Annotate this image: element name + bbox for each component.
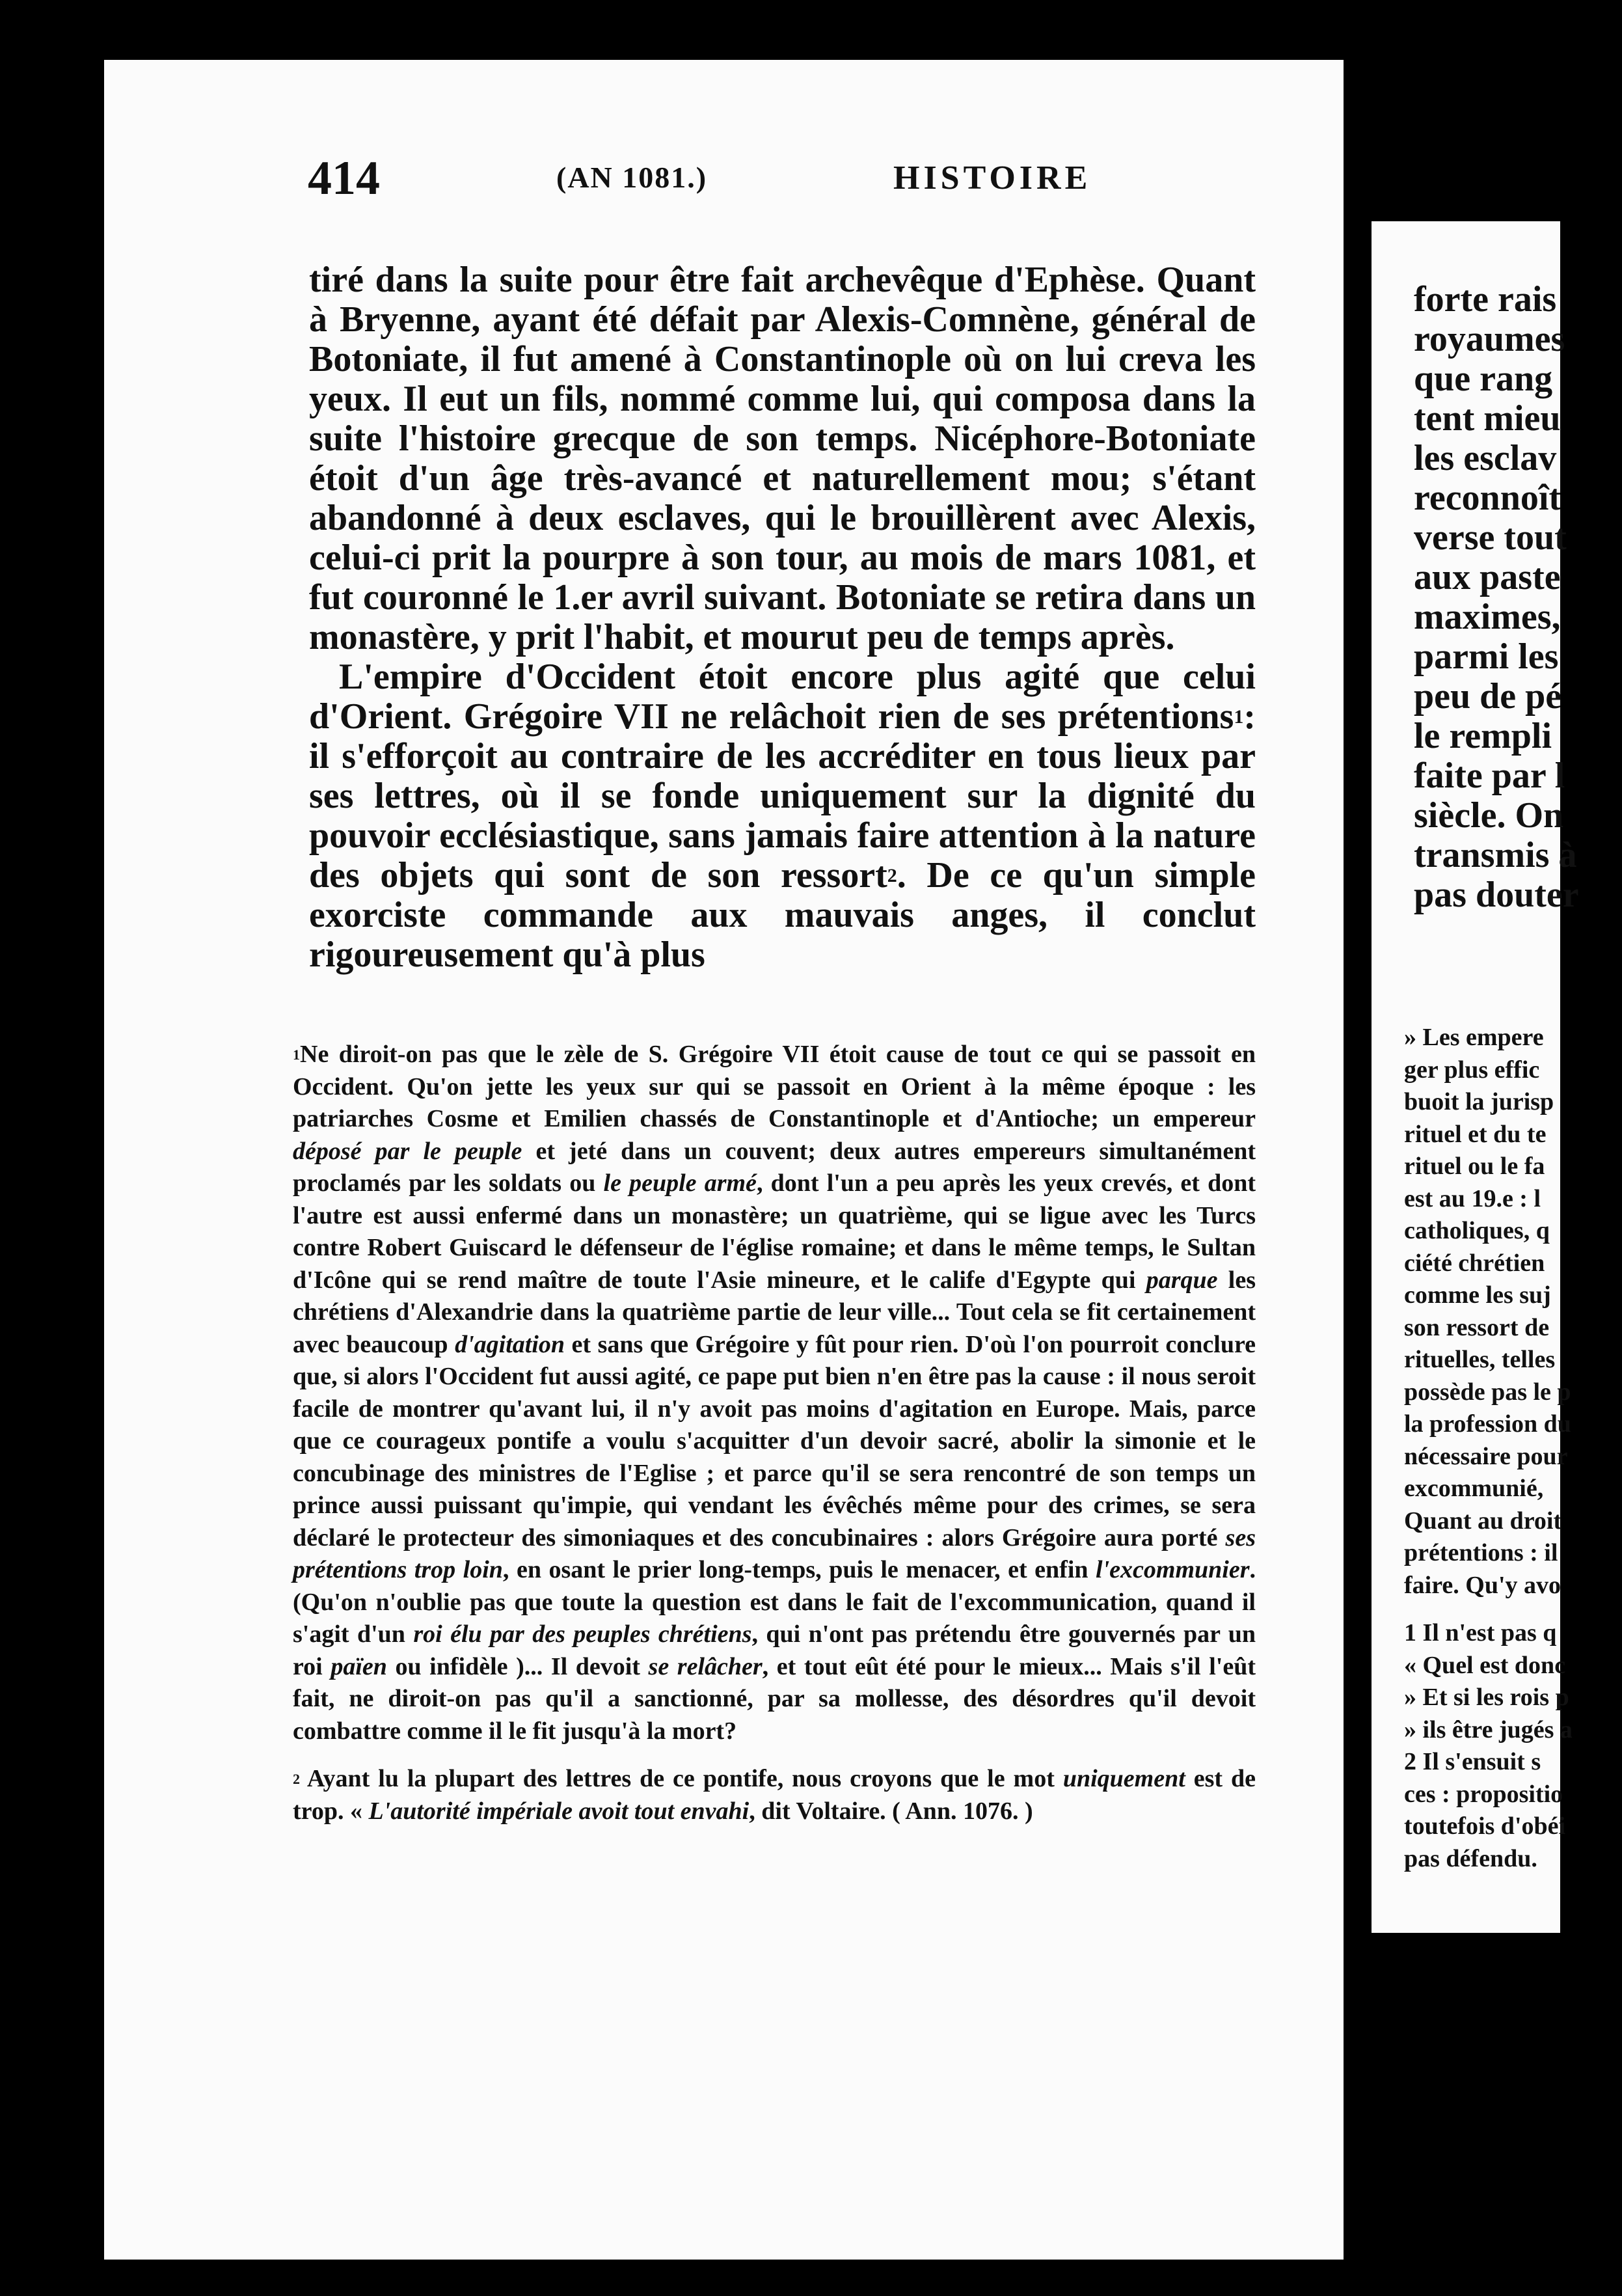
right-note2-line: « Quel est donc xyxy=(1404,1651,1566,1679)
right-body-line: siècle. On xyxy=(1414,795,1564,836)
right-body-line: tent mieu xyxy=(1414,398,1561,439)
right-body-line: verse tout xyxy=(1414,517,1567,558)
right-body-line: royaumes xyxy=(1414,319,1565,359)
right-body-line: parmi les xyxy=(1414,636,1559,677)
right-page-body xyxy=(1414,280,1622,915)
right-body-line: peu de pé xyxy=(1414,676,1562,717)
right-note-line: catholiques, q xyxy=(1404,1217,1550,1244)
footnote-1-mark: 1 xyxy=(293,1046,300,1063)
footnote-ref-2: 2 xyxy=(887,865,897,886)
page-header xyxy=(205,151,1252,210)
right-note-line: est au 19.e : l xyxy=(1404,1184,1541,1212)
right-note2-line: pas défendu. xyxy=(1404,1844,1537,1872)
right-note-line: buoit la jurisp xyxy=(1404,1088,1554,1115)
right-note-line: ciété chrétien xyxy=(1404,1249,1545,1277)
paragraph-2: L'empire d'Occident étoit encore plus agité que celui d'Orient. Grégoire VII ne relâchoit rien de ses prétentions$^1$: il s'efforçoit au contraire de les accréditer en tous lieux par ses lettres, où il se fonde uniquement sur la dignité du pouvoir ecclésiastique, sans jamais faire attention à la nature des objets qui sont de son ressort$^2$. De ce qu'un simple exorciste commande aux mauvais anges, il conclut rigoureusement qu'à plus xyxy=(309,657,1256,975)
right-note-line: rituelles, telles xyxy=(1404,1346,1556,1373)
right-note-line: » Les empere xyxy=(1404,1024,1544,1051)
header-year: (AN 1081.) xyxy=(556,161,708,194)
right-note-line: faire. Qu'y avo xyxy=(1404,1571,1561,1599)
right-note-line: ger plus effic xyxy=(1404,1056,1540,1084)
footnote-2-mark: 2 xyxy=(293,1771,300,1787)
main-text xyxy=(309,260,1256,975)
paragraph-1: tiré dans la suite pour être fait archevêque d'Ephèse. Quant à Bryenne, ayant été défait par Alexis-Comnène, général de Botoniate, il fut amené à Constantinople où on lui creva les yeux. Il eut un fils, nommé comme lui, qui composa dans la suite l'histoire grecque de son temps. Nicéphore-Botoniate étoit d'un âge très-avancé et naturellement mou; s'étant abandonné à deux esclaves, qui le brouillèrent avec Alexis, celui-ci prit la pourpre à son tour, au mois de mars 1081, et fut couronné le 1.er avril suivant. Botoniate se retira dans un monastère, y prit l'habit, et mourut peu de temps après. xyxy=(309,260,1256,657)
right-note-line: Quant au droit xyxy=(1404,1507,1562,1535)
right-note-line: nécessaire pour xyxy=(1404,1442,1568,1470)
right-body-line: aux paste xyxy=(1414,557,1561,597)
right-body-line: le rempli xyxy=(1414,716,1552,756)
right-note2-line: toutefois d'obéi xyxy=(1404,1812,1566,1840)
right-body-line: maximes, xyxy=(1414,597,1561,637)
right-note-line: excommunié, xyxy=(1404,1475,1544,1502)
right-body-line: transmis à xyxy=(1414,835,1577,875)
footnote-ref-1: 1 xyxy=(1234,706,1244,728)
right-note-line: comme les suj xyxy=(1404,1281,1551,1309)
right-note-line: rituel ou le fa xyxy=(1404,1153,1545,1180)
right-note2-line: » Et si les rois p xyxy=(1404,1684,1569,1711)
right-body-line: que rang xyxy=(1414,359,1553,399)
right-page-footnotes xyxy=(1404,1022,1612,1875)
right-note-line: son ressort de xyxy=(1404,1313,1550,1341)
right-page xyxy=(1372,221,1579,1933)
right-body-line: faite par l xyxy=(1414,756,1565,796)
page-number: 414 xyxy=(308,152,380,205)
right-body-line: forte rais xyxy=(1414,279,1557,320)
right-note-line: la profession du xyxy=(1404,1410,1571,1438)
footnotes xyxy=(293,1039,1256,1827)
right-note-line: rituel et du te xyxy=(1404,1120,1547,1148)
footnote-2: $^2$ Ayant lu la plupart des lettres de ce pontife, nous croyons que le mot uniquement est de trop. « L'autorité impériale avoit tout envahi, dit Voltaire. ( Ann. 1076. ) xyxy=(293,1765,1256,1825)
footnote-1: $^1$Ne diroit-on pas que le zèle de S. Grégoire VII étoit cause de tout ce qui se passoit en Occident. Qu'on jette les yeux sur qui se passoit en Orient à la même époque : les patriarches Cosme et Emilien chassés de Constantinople et d'Antioche; un empereur déposé par le peuple et jeté dans un couvent; deux autres empereurs simultanément proclamés par les soldats ou le peuple armé, dont l'un a peu après les yeux crevés, et dont l'autre est aussi enfermé dans un monastère; un quatrième, qui se ligue avec les Turcs contre Robert Guiscard le défenseur de l'église romaine; et dans le même temps, le Sultan d'Icône qui se rend maître de toute l'Asie mineure, et le calife d'Egypte qui parque les chrétiens d'Alexandrie dans la quatrième partie de leur ville... Tout cela se fit certainement avec beaucoup d'agitation et sans que Grégoire y fût pour rien. D'où l'on pourroit conclure que, si alors l'Occident fut aussi agité, ce pape put bien n'en être pas la cause : il nous seroit facile de montrer qu'avant lui, il n'y avoit pas moins d'agitation en Europe. Mais, parce que ce courageux pontife a voulu s'acquitter d'un devoir sacré, abolir la simonie et le concubinage des ministres de l'Eglise ; et parce qu'il se sera rencontré de son temps un prince aussi puissant qu'impie, qui vendant les évêchés même pour des crimes, se sera déclaré le protecteur des simoniaques et des concubinaires : alors Grégoire aura porté ses prétentions trop loin, en osant le prier long-temps, puis le menacer, et enfin l'excommunier. (Qu'on n'oublie pas que toute la question est dans le fait de l'excommunication, quand il s'agit d'un roi élu par des peuples chrétiens, qui n'ont pas prétendu être gouvernés par un roi païen ou infidèle )... Il devoit se relâcher, et tout eût été pour le mieux... Mais s'il l'eût fait, ne diroit-on pas qu'il a sanctionné, par sa mollesse, des désordres qu'il devoit combattre comme il le fit jusqu'à la mort? xyxy=(293,1041,1256,1745)
running-title: HISTOIRE xyxy=(893,159,1092,197)
right-body-line: reconnoît xyxy=(1414,478,1561,518)
right-note2-line: 1 Il n'est pas q xyxy=(1404,1619,1557,1647)
right-body-line: pas douter xyxy=(1414,875,1579,915)
right-note-line: possède pas le p xyxy=(1404,1378,1571,1406)
right-note2-line: 2 Il s'ensuit s xyxy=(1404,1748,1541,1775)
right-note-line: prétentions : il xyxy=(1404,1539,1558,1566)
right-body-line: les esclav xyxy=(1414,438,1557,478)
right-note2-line: » ils être jugés a xyxy=(1404,1715,1573,1743)
right-note2-line: ces : propositio xyxy=(1404,1780,1563,1808)
